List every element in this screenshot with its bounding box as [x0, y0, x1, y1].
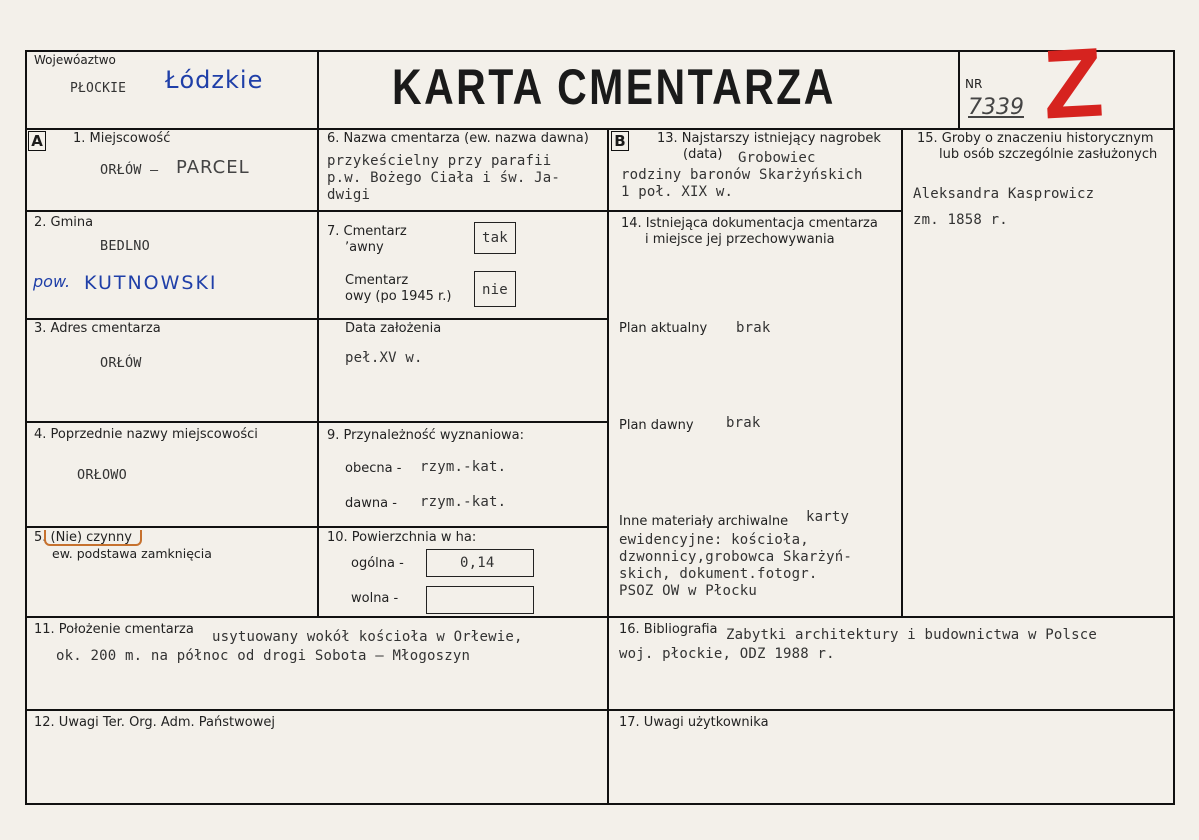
header-bottom [25, 128, 1175, 130]
plan-former-value: brak [726, 415, 761, 431]
field15-label: 15. Groby o znaczeniu historycznym [917, 131, 1154, 146]
field9-current-value: rzym.-kat. [420, 459, 507, 475]
field16-line1: Zabytki architektury i budownictwa w Polsce [726, 627, 1098, 643]
field7-value2: nie [482, 282, 508, 298]
frame-bottom [25, 803, 1175, 805]
nr-value: 7339 [968, 95, 1024, 120]
divider-right [901, 128, 903, 618]
field2-label: 2. Gmina [34, 215, 94, 230]
frame-top [25, 50, 1175, 52]
field9-current-label: obecna - [345, 461, 402, 476]
field15-value1: Aleksandra Kasprowicz [913, 186, 1095, 202]
voivodeship-label: Wojewóaztwo [34, 53, 116, 67]
header-divider-2 [958, 50, 960, 130]
other-materials-line4: skich, dokument.fotogr. [619, 566, 818, 582]
other-materials-line1: karty [806, 509, 850, 525]
field13-value1: Grobowiec [738, 150, 816, 166]
row-line-m1 [317, 210, 609, 212]
voivodeship-stamp: Łódzkie [165, 66, 264, 94]
field3-label: 3. Adres cmentarza [34, 321, 161, 336]
field9-former-label: dawna - [345, 496, 397, 511]
field7-label1: 7. Cmentarz [327, 224, 407, 239]
field2-hand: KUTNOWSKI [84, 272, 218, 294]
row-line-lower-1 [25, 616, 1175, 618]
frame-left [25, 50, 27, 805]
field5-underline-mark [44, 530, 142, 546]
field5-label: 5. (Nie) czynny [34, 530, 132, 545]
field12-label: 12. Uwagi Ter. Org. Adm. Państwowej [34, 715, 275, 730]
field13-value3: 1 poł. XIX w. [621, 184, 734, 200]
field6-line3: dwigi [327, 187, 371, 203]
field10-total-value: 0,14 [460, 555, 495, 571]
field3-typed: ORŁÓW [100, 355, 142, 371]
divider-middle [607, 128, 609, 805]
field5-sublabel: ew. podstawa zamknięcia [52, 546, 212, 561]
section-b-mark: B [611, 131, 629, 151]
row-line-r1 [607, 210, 903, 212]
field6-line1: przykeścielny przy parafii [327, 153, 552, 169]
other-materials-line2: ewidencyjne: kościoła, [619, 532, 809, 548]
field11-line2: ok. 200 m. na północ od drogi Sobota – Młogoszyn [56, 648, 471, 664]
field16-line2: woj. płockie, ODZ 1988 r. [619, 646, 835, 662]
field10-free-label: wolna - [351, 591, 399, 606]
field6-line2: p.w. Bożego Ciała i św. Ja- [327, 170, 560, 186]
field4-typed: ORŁOWO [77, 467, 127, 483]
row-line-3 [25, 421, 318, 423]
field7-label1b: ʼawny [345, 240, 384, 255]
field14-label: 14. Istniejąca dokumentacja cmentarza [621, 216, 878, 231]
field2-hand-prefix: pow. [33, 272, 71, 291]
field2-typed: BEDLNO [100, 238, 150, 254]
voivodeship-typed: PŁOCKIE [70, 81, 127, 96]
frame-right [1173, 50, 1175, 805]
other-materials-line5: PSOZ OW w Płocku [619, 583, 758, 599]
other-materials-line3: dzwonnicy,grobowca Skarżyń- [619, 549, 852, 565]
row-line-m4 [317, 526, 609, 528]
field1-typed: ORŁÓW – [100, 162, 159, 178]
field10-free-box [426, 586, 534, 614]
row-line-lower-2 [25, 709, 1175, 711]
other-materials-label: Inne materiały archiwalne [619, 514, 789, 529]
header-divider-1 [317, 50, 319, 616]
row-line-4 [25, 526, 318, 528]
plan-current-label: Plan aktualny [619, 321, 708, 336]
field13-label: 13. Najstarszy istniejący nagrobek [657, 131, 881, 146]
field16-label: 16. Bibliografia [619, 622, 718, 637]
field9-former-value: rzym.-kat. [420, 494, 507, 510]
row-line-m2 [317, 318, 609, 320]
field8-label: Data założenia [345, 321, 442, 336]
field10-label: 10. Powierzchnia w ha: [327, 530, 477, 545]
field11-line1: usytuowany wokół kościoła w Orłewie, [212, 629, 523, 645]
card-title: KARTA CMENTARZA [392, 59, 836, 115]
plan-former-label: Plan dawny [619, 418, 694, 433]
nr-label: NR [965, 77, 983, 91]
red-z-mark: Z [1040, 26, 1106, 140]
field13-label2: (data) [683, 147, 723, 162]
row-line-1 [25, 210, 318, 212]
field10-total-label: ogólna - [351, 556, 404, 571]
field9-label: 9. Przynależność wyznaniowa: [327, 428, 525, 443]
plan-current-value: brak [736, 320, 771, 336]
field15-label2: lub osób szczególnie zasłużonych [939, 147, 1158, 162]
field1-label: 1. Miejscowość [73, 131, 171, 146]
field8-value: peł.XV w. [345, 350, 423, 366]
field7-value1: tak [482, 230, 508, 246]
row-line-m3 [317, 421, 609, 423]
field11-label: 11. Położenie cmentarza [34, 622, 194, 637]
field1-hand: PARCEL [176, 157, 250, 178]
field17-label: 17. Uwagi użytkownika [619, 715, 769, 730]
field7-label2b: owy (po 1945 r.) [345, 289, 452, 304]
field14-label2: i miejsce jej przechowywania [645, 232, 835, 247]
field7-label2: Cmentarz [345, 273, 409, 288]
section-a-mark: A [28, 131, 46, 151]
row-line-2 [25, 318, 318, 320]
field4-label: 4. Poprzednie nazwy miejscowości [34, 427, 258, 442]
field6-label: 6. Nazwa cmentarza (ew. nazwa dawna) [327, 131, 589, 146]
field15-value2: zm. 1858 r. [913, 212, 1008, 228]
field13-value2: rodziny baronów Skarżyńskich [621, 167, 863, 183]
